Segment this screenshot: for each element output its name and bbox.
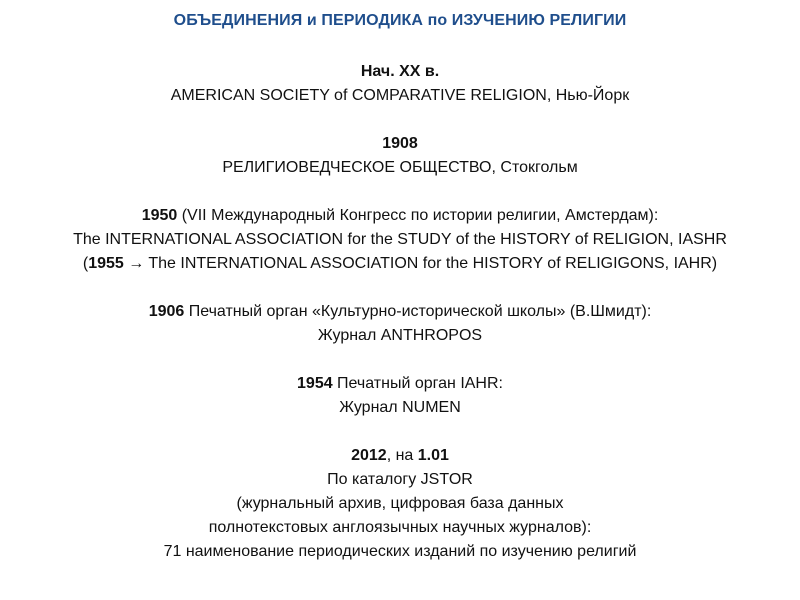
entry-rename-line <box>20 252 780 276</box>
entry-desc: Печатный орган «Культурно-исторической школы» (В.Шмидт): <box>184 303 652 320</box>
entry-date-line <box>20 444 780 468</box>
entry-date: 1908 <box>382 135 418 152</box>
entry-journal: Журнал ANTHROPOS <box>317 327 483 344</box>
spacer <box>20 108 780 132</box>
jstor-line: полнотекстовых англоязычных научных журналов): <box>208 519 592 536</box>
entry-journal: Журнал NUMEN <box>339 399 461 416</box>
entry-org: AMERICAN SOCIETY of COMPARATIVE RELIGION, Нью-Йорк <box>170 87 630 104</box>
entry-date-line <box>20 60 780 84</box>
rename-year: 1955 <box>88 255 124 272</box>
entry-date: 1954 <box>297 375 333 392</box>
entry-date: 1906 <box>148 303 185 320</box>
spacer <box>20 420 780 444</box>
rename-open-paren: ( <box>82 255 89 272</box>
spacer <box>20 348 780 372</box>
entry-org: РЕЛИГИОВЕДЧЕСКОЕ ОБЩЕСТВО, Стокгольм <box>222 159 578 176</box>
entry-date-line <box>20 204 780 228</box>
entry-org: The INTERNATIONAL ASSOCIATION for the STUDY of the HISTORY of RELIGION, IASHR <box>73 231 727 248</box>
entry-date-mid: , на <box>386 447 418 464</box>
entry-date-line <box>20 300 780 324</box>
entry-desc: Печатный орган IAHR: <box>332 375 503 392</box>
rename-text: → The INTERNATIONAL ASSOCIATION for the HISTORY of RELIGIGONS, IAHR) <box>123 255 718 272</box>
entry-date-note: (VII Международный Конгресс по истории религии, Амстердам): <box>177 207 659 224</box>
slide-title: ОБЪЕДИНЕНИЯ и ПЕРИОДИКА по ИЗУЧЕНИЮ РЕЛИГИИ <box>173 12 627 29</box>
jstor-line: 71 наименование периодических изданий по изучению религий <box>163 543 637 560</box>
entry-date: 1950 <box>141 207 178 224</box>
slide-body <box>20 60 780 564</box>
entry-date-2: 1.01 <box>417 447 449 464</box>
jstor-line: По каталогу JSTOR <box>327 471 473 488</box>
entry-date-line <box>20 132 780 156</box>
entry-date-line <box>20 372 780 396</box>
spacer <box>20 276 780 300</box>
entry-date: Нач. ХХ в. <box>360 63 440 80</box>
jstor-line: (журнальный архив, цифровая база данных <box>236 495 564 512</box>
spacer <box>20 180 780 204</box>
entry-date: 2012 <box>351 447 387 464</box>
